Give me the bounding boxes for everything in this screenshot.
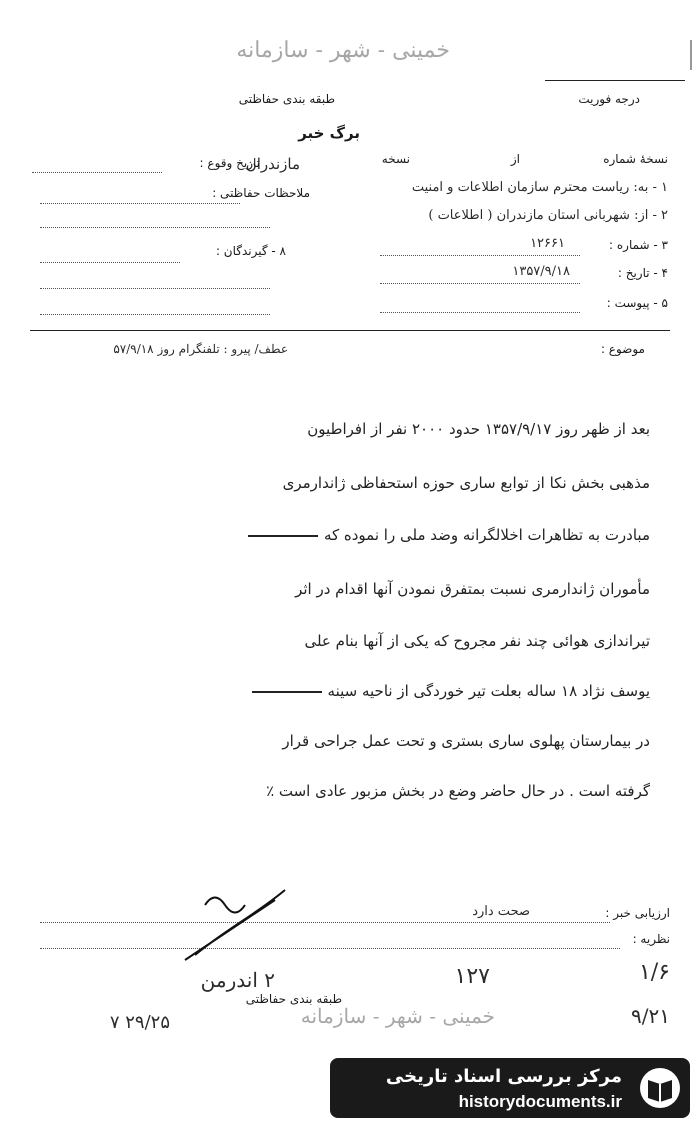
edge-mark — [682, 40, 692, 70]
notes-dots-1 — [40, 203, 240, 204]
field-number-value: ۱۲۶۶۱ — [530, 236, 565, 251]
evaluation-dots — [40, 922, 610, 923]
handwritten-note-andarman: ۲ اندرمن — [200, 968, 275, 992]
handwritten-note-corner-1: ۱/۶ — [638, 960, 670, 985]
watermark-site: historydocuments.ir — [458, 1092, 622, 1111]
body-line-6-text: یوسف نژاد ۱۸ ساله بعلت تیر خوردگی از ناحیه سینه — [327, 682, 650, 700]
signature-scribble — [175, 880, 295, 970]
section-divider — [30, 330, 670, 331]
field-to: ۱ - به: ریاست محترم سازمان اطلاعات و امنیت — [411, 180, 668, 195]
body-line-2: مذهبی بخش نکا از توابع ساری حوزه استحفاظی ژاندارمری — [282, 474, 650, 492]
handwritten-note-127: ۱۲۷ — [454, 964, 490, 989]
classification-label: طبقه بندی حفاظتی — [238, 92, 335, 106]
field-attachment-label: ۵ - پیوست : — [606, 296, 668, 310]
recipients-label: ۸ - گیرندگان : — [215, 244, 286, 258]
handwritten-note-date: ۷ ۲۹/۲۵ — [109, 1012, 170, 1033]
evaluation-label: ارزیابی خبر : — [605, 906, 670, 920]
subject-label: موضوع : — [600, 342, 645, 356]
attachment-dots — [380, 312, 580, 313]
body-line-7: در بیمارستان پهلوی ساری بستری و تحت عمل جراحی قرار — [282, 732, 650, 750]
notes-dots-2 — [40, 227, 270, 228]
recipients-dots-2 — [40, 288, 270, 289]
subject-value: عطف/ پیرو : تلفنگرام روز ۵۷/۹/۱۸ — [113, 342, 288, 356]
evaluation-value: صحت دارد — [472, 904, 530, 919]
body-line-5: تیراندازی هوائی چند نفر مجروح که یکی از آنها بنام علی — [304, 632, 650, 650]
copy-number-label: نسخهٔ شماره — [603, 152, 668, 166]
bottom-stamp: خمینی - شهر - سازمانه — [300, 1004, 495, 1028]
opinion-dots — [40, 948, 620, 949]
protective-notes-label: ملاحظات حفاظتی : — [212, 186, 310, 200]
priority-rule — [545, 80, 685, 81]
body-line-8: گرفته است . در حال حاضر وضع در بخش مزبور عادی است ٪ — [266, 782, 650, 800]
body-line-3 — [40, 526, 650, 544]
body-line-4: مأموران ژاندارمری نسبت بمتفرق نمودن آنها اقدام در اثر — [295, 580, 650, 598]
opinion-label: نظریه : — [632, 932, 670, 946]
field-number-label: ۳ - شماره : — [609, 238, 668, 252]
body-line-3-text: مبادرت به تظاهرات اخلالگرانه وضد ملی را نموده که — [323, 526, 650, 544]
date-dots — [380, 283, 580, 284]
form-title: برگ خبر — [298, 124, 360, 142]
field-date-label: ۴ - تاریخ : — [617, 266, 668, 280]
book-emblem-icon — [638, 1066, 682, 1110]
recipients-dots-3 — [40, 314, 270, 315]
body-line-6 — [40, 682, 650, 700]
watermark-org-name: مرکز بررسی اسناد تاریخی — [385, 1066, 622, 1087]
recipients-dots-1 — [40, 262, 180, 263]
handwritten-note-corner-2: ۹/۲۱ — [631, 1004, 670, 1028]
bottom-classification-label: طبقه بندی حفاظتی — [245, 992, 342, 1006]
top-stamp: خمینی - شهر - سازمانه — [236, 38, 450, 63]
line-fill-dash — [252, 691, 322, 693]
field-date-value: ۱۳۵۷/۹/۱۸ — [512, 264, 570, 279]
number-dots — [380, 255, 580, 256]
field-from: ۲ - از: شهربانی استان مازندران ( اطلاعات ) — [428, 208, 668, 223]
date-of-event-label: تاریخ وقوع : — [199, 156, 260, 170]
region-handwritten: مازندران — [245, 155, 300, 173]
body-line-1: بعد از ظهر روز ۱۳۵۷/۹/۱۷ حدود ۲۰۰۰ نفر از افراطیون — [307, 420, 650, 438]
of-label: از — [510, 152, 520, 166]
priority-label: درجه فوریت — [578, 92, 640, 106]
copies-label: نسخه — [381, 152, 410, 166]
date-of-event-dots — [32, 172, 162, 173]
line-fill-dash — [248, 535, 318, 537]
